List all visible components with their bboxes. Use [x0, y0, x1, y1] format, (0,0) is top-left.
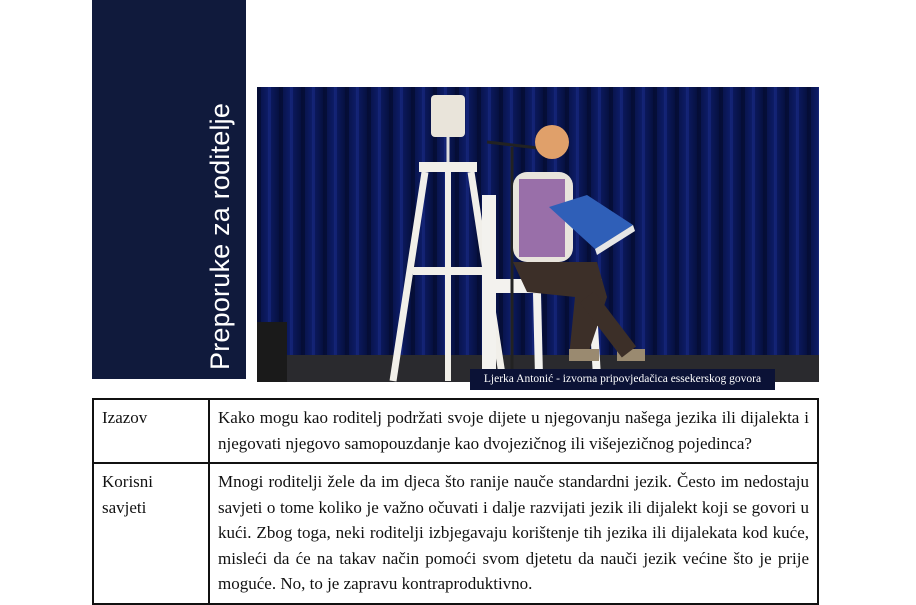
reader-head — [535, 125, 569, 159]
lamp-shade — [431, 95, 465, 137]
page-title: Preporuke za roditelje — [205, 102, 235, 370]
row-text: Mnogi roditelji žele da im djeca što ranije nauče standardni jezik. Često im nedostaju savjeti o tome koliko je važno očuvati i dalje razvijati jezik ili dijalekt koji se govori u kući. Zbog toga, neki roditelji izbjegavaju korištenje tih jezika ili dijalekata kod kuće, misleći da će na takav način pomoći svom djetetu da nauči jezik većine što je prije moguće. No, to je zapravu kontraproduktivno. — [209, 463, 818, 604]
row-label: Korisni savjeti — [93, 463, 209, 604]
info-table — [92, 398, 819, 605]
stage-photo — [257, 87, 819, 382]
table-row — [93, 463, 818, 604]
table-row — [93, 399, 818, 463]
stage-photo-illustration — [257, 87, 819, 382]
photo-caption: Ljerka Antonić - izvorna pripovjedačica essekerskog govora — [470, 369, 775, 390]
row-label: Izazov — [93, 399, 209, 463]
reader-vest — [519, 179, 565, 257]
row-text: Kako mogu kao roditelj podržati svoje dijete u njegovanju našega jezika ili dijalekta i njegovati njegovo samopouzdanje kao dvojezičnog ili višejezičnog pojedinca? — [209, 399, 818, 463]
